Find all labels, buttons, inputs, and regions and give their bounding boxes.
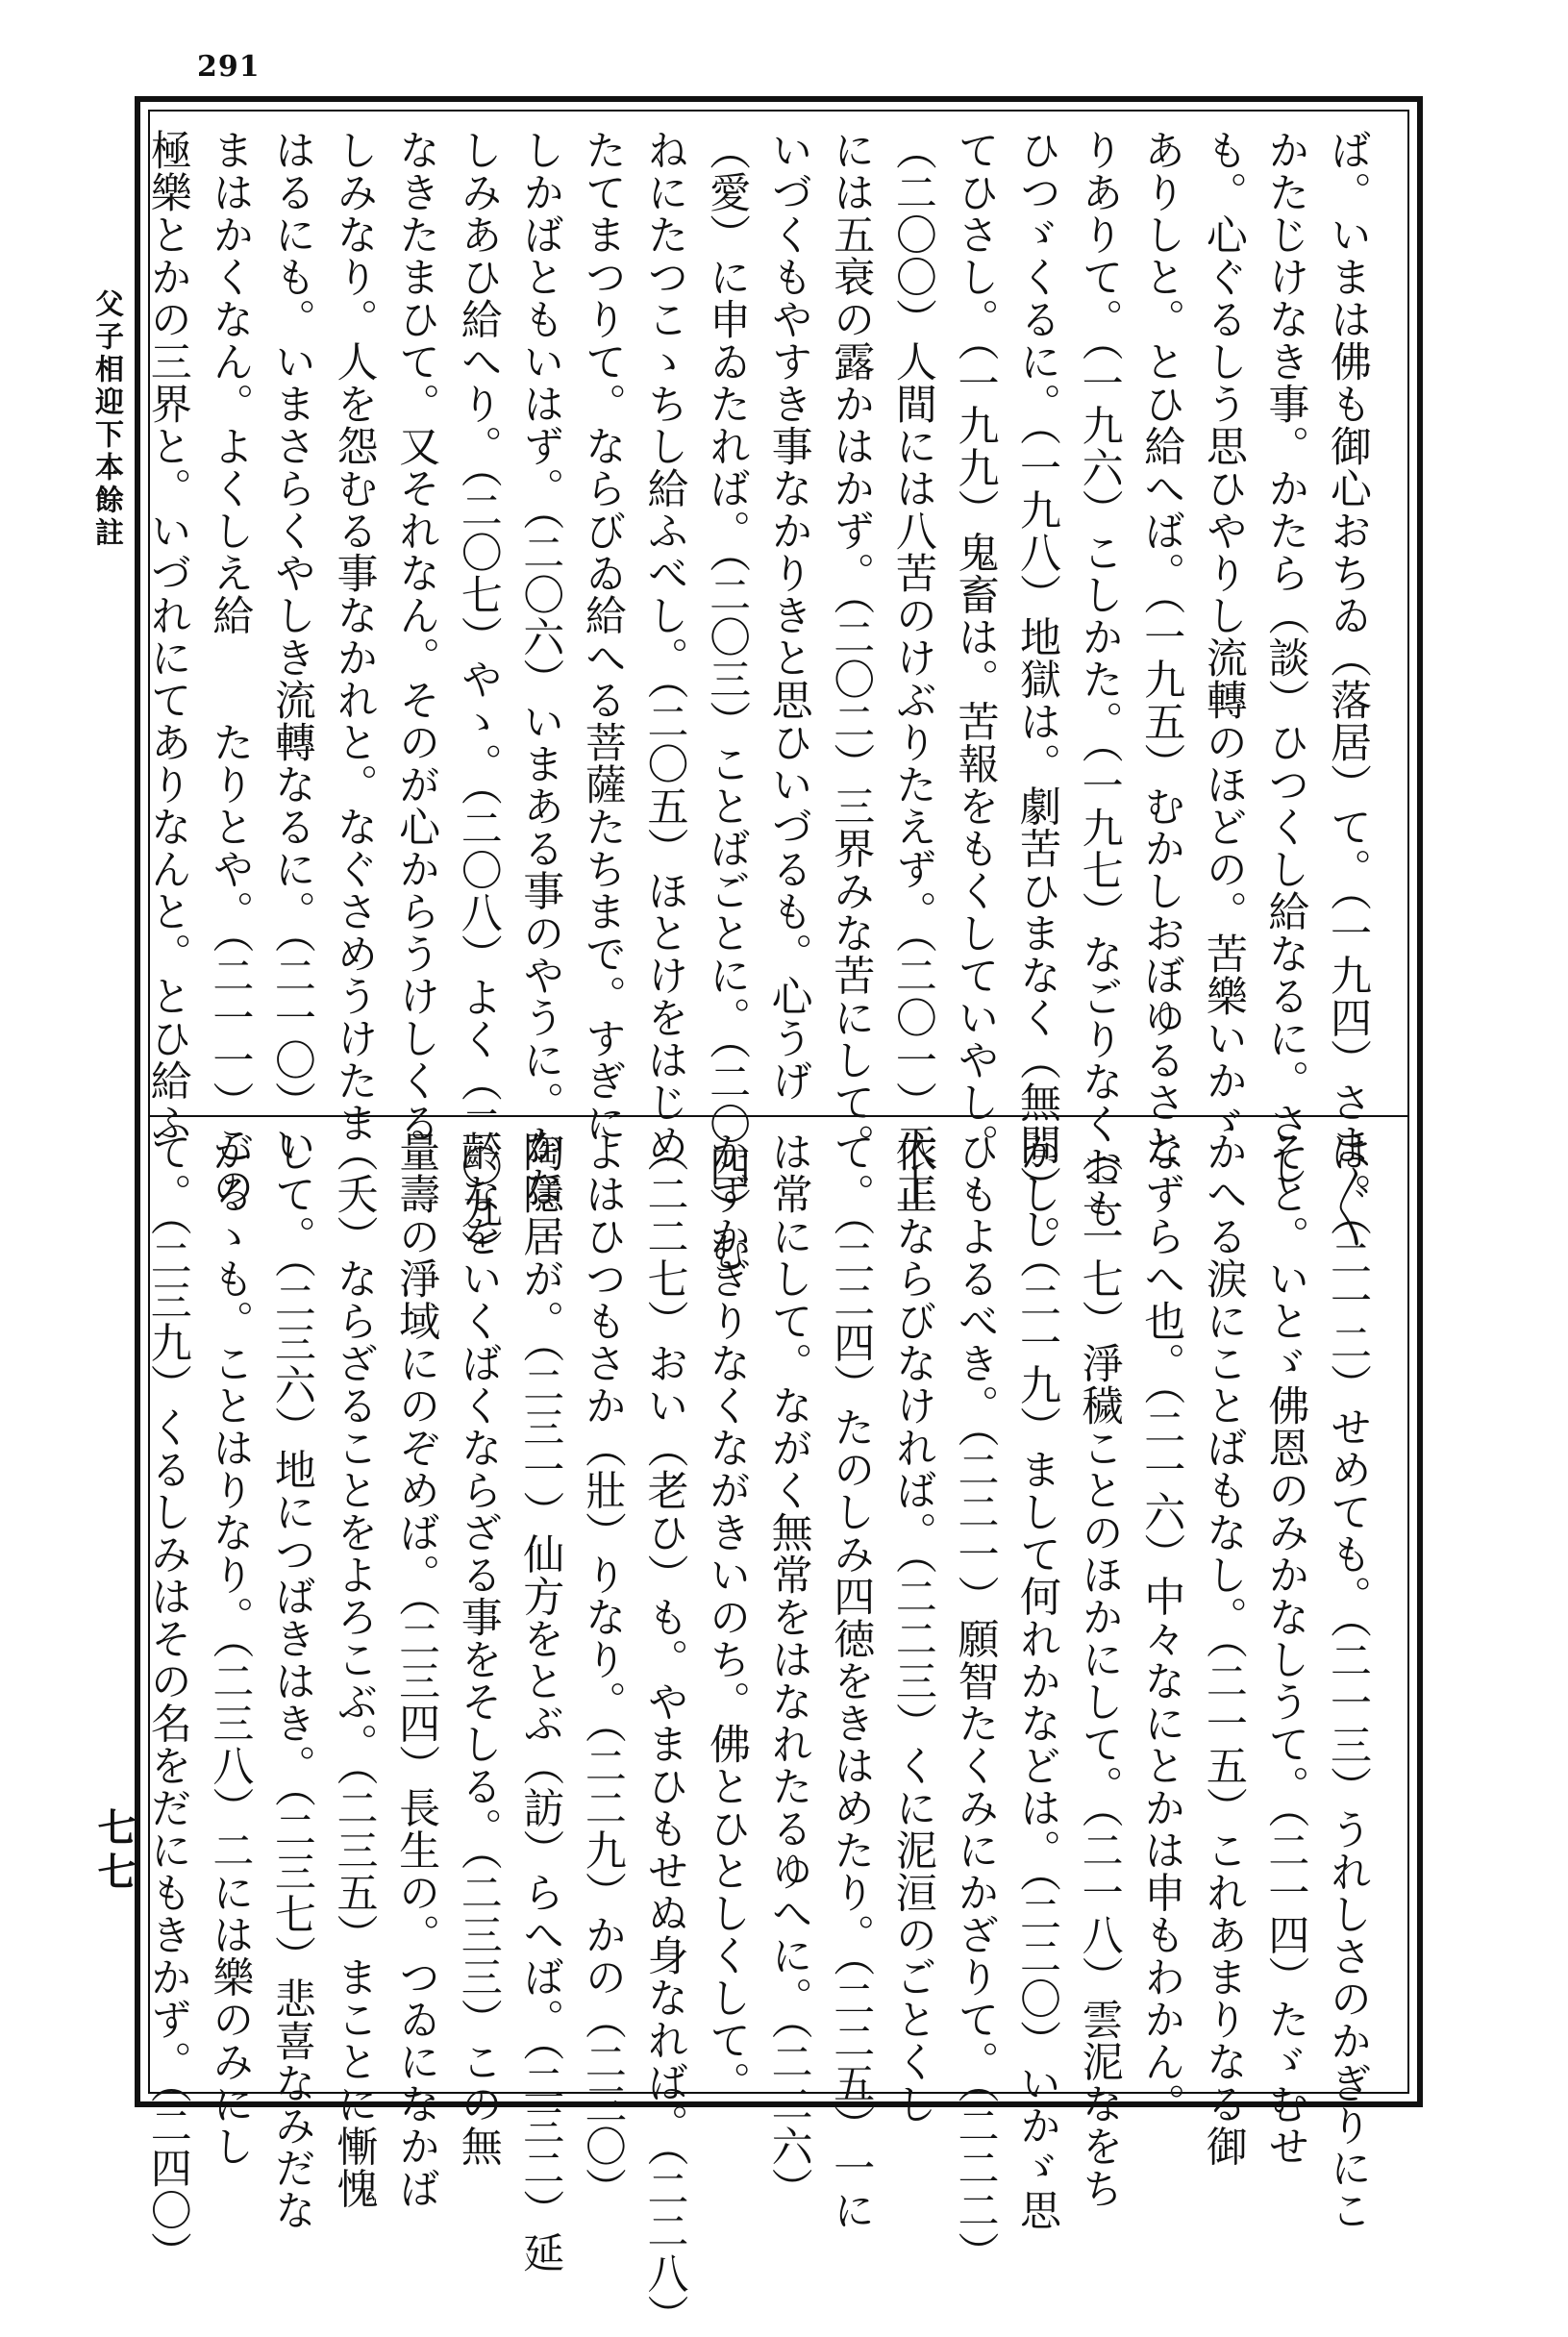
upper-text-block	[143, 129, 1379, 1272]
text-column: （夭）ならざることをよろこぶ。（二三五）まことに慚愧	[330, 1131, 379, 2210]
text-column: して。（二三六）地につばきはき。（二三七）悲喜なみだな	[267, 1131, 316, 2231]
text-column: かへる涙にことばもなし。（二一五）これあまりなる御	[1199, 1131, 1248, 2168]
text-column: 極樂とかの三界と。いづれにてありなんと。とひ給ふ	[143, 129, 192, 1144]
text-column: よはひつもさか（壯）りなり。（二二九）かの（二三〇）	[578, 1131, 627, 2210]
text-column: しかばともいはず。（二〇六）いまある事のやうに。かな	[516, 129, 565, 1208]
page-number: 291	[197, 50, 261, 84]
folio: 七七	[91, 1807, 137, 1896]
text-column: には五衰の露かはかず。（二〇二）三界みな苦にして。	[827, 129, 876, 1166]
text-column: 陶隱居が。（二三一）仙方をとぶ（訪）らへば。（二三二）延	[516, 1131, 565, 2274]
text-column: て。（二三九）くるしみはその名をだにもきかず。（二四〇）	[143, 1131, 192, 2274]
text-column: （二一七）淨穢ことのほかにして。（二一八）雲泥なをち	[1075, 1131, 1124, 2210]
running-head: 父子相迎下本餘註	[89, 288, 123, 550]
text-column: 量壽の淨域にのぞめば。（二三四）長生の。つゐになかば	[392, 1131, 441, 2210]
text-column: ひつゞくるに。（一九八）地獄は。劇苦ひまなく（無間）し	[1013, 129, 1062, 1251]
text-column: はるにも。いまさらくやしき流轉なるに。（二一〇）い	[267, 129, 316, 1166]
text-column: 齡なをいくばくならざる事をそしる。（二三三）この無	[454, 1131, 503, 2168]
text-column: いづくもやすき事なかりきと思ひいづるも。心うげ	[764, 129, 813, 1102]
text-column: なずらへ也。（二一六）中々なにとかは申もわかん。	[1137, 1131, 1186, 2126]
section-divider	[150, 1115, 1407, 1117]
inner-frame	[143, 110, 1409, 2337]
text-column: （二二七）おい（老ひ）も。やまひもせぬ身なれば。（二二八）	[640, 1131, 689, 2337]
text-frame	[135, 96, 1423, 2337]
text-column: しみあひ給へり。（二〇七）やゝ。（二〇八）よく（二〇九）	[454, 129, 503, 1272]
text-column: かずかぎりなくながきいのち。佛とひとしくして。	[703, 1131, 752, 2103]
text-column: て。（二二四）たのしみ四徳をきはめたり。（二二五）一に	[827, 1131, 876, 2231]
text-column: は。（二一二）せめても。（二一三）うれしさのかぎりにこ	[1324, 1131, 1372, 2231]
text-column: りありて。（一九六）こしかた。（一九七）なごりなくおも	[1075, 129, 1124, 1230]
text-column: は常にして。ながく無常をはなれたるゆへに。（二二六）	[764, 1131, 813, 2210]
text-column: そと。いとゞ佛恩のみかなしうて。（二一四）たゞむせ	[1261, 1131, 1310, 2168]
text-column: なきたまひて。又それなん。そのが心からうけしくる	[392, 129, 441, 1144]
text-column: たてまつりて。ならびゐ給へる菩薩たちまで。すぎに	[578, 129, 627, 1144]
text-column: 依正ならびなければ。（二二三）くに泥洹のごとくし	[888, 1131, 937, 2126]
text-column: （愛）に申ゐたれば。（二〇三）ことばごとに。（二〇四）む	[703, 129, 752, 1272]
text-column: ひもよるべき。（二二一）願智たくみにかざりて。（二二二）	[951, 1131, 1000, 2274]
text-column: まはかくなん。よくしえ給 たりとや。（二一一）この	[206, 129, 255, 1208]
text-column: かし。（二一九）まして何れかなどは。（二二〇）いかゞ思	[1013, 1131, 1062, 2231]
text-column: （二〇〇）人間には八苦のけぶりたえず。（二〇一）天上	[888, 129, 937, 1208]
text-column: ありしと。とひ給へば。（一九五）むかしおぼゆるさと	[1137, 129, 1186, 1166]
lower-text-block	[143, 1131, 1379, 2337]
text-column: てひさし。（一九九）鬼畜は。苦報をもくしていやし。	[951, 129, 1000, 1166]
text-column: かたじけなき事。かたら（談）ひつくし給なるに。さし	[1261, 129, 1310, 1186]
text-column: も。心ぐるしう思ひやりし流轉のほどの。苦樂いかゞ	[1199, 129, 1248, 1144]
text-column: ば。いまは佛も御心おちゐ（落居）て。（一九四）さま〴〵	[1324, 129, 1372, 1250]
text-column: がるゝも。ことはりなり。（二三八）二には樂のみにし	[206, 1131, 255, 2168]
text-column: しみなり。人を怨むる事なかれと。なぐさめうけたま	[330, 129, 379, 1144]
text-column: ねにたつこゝちし給ふべし。（二〇五）ほとけをはじめ	[640, 129, 689, 1166]
